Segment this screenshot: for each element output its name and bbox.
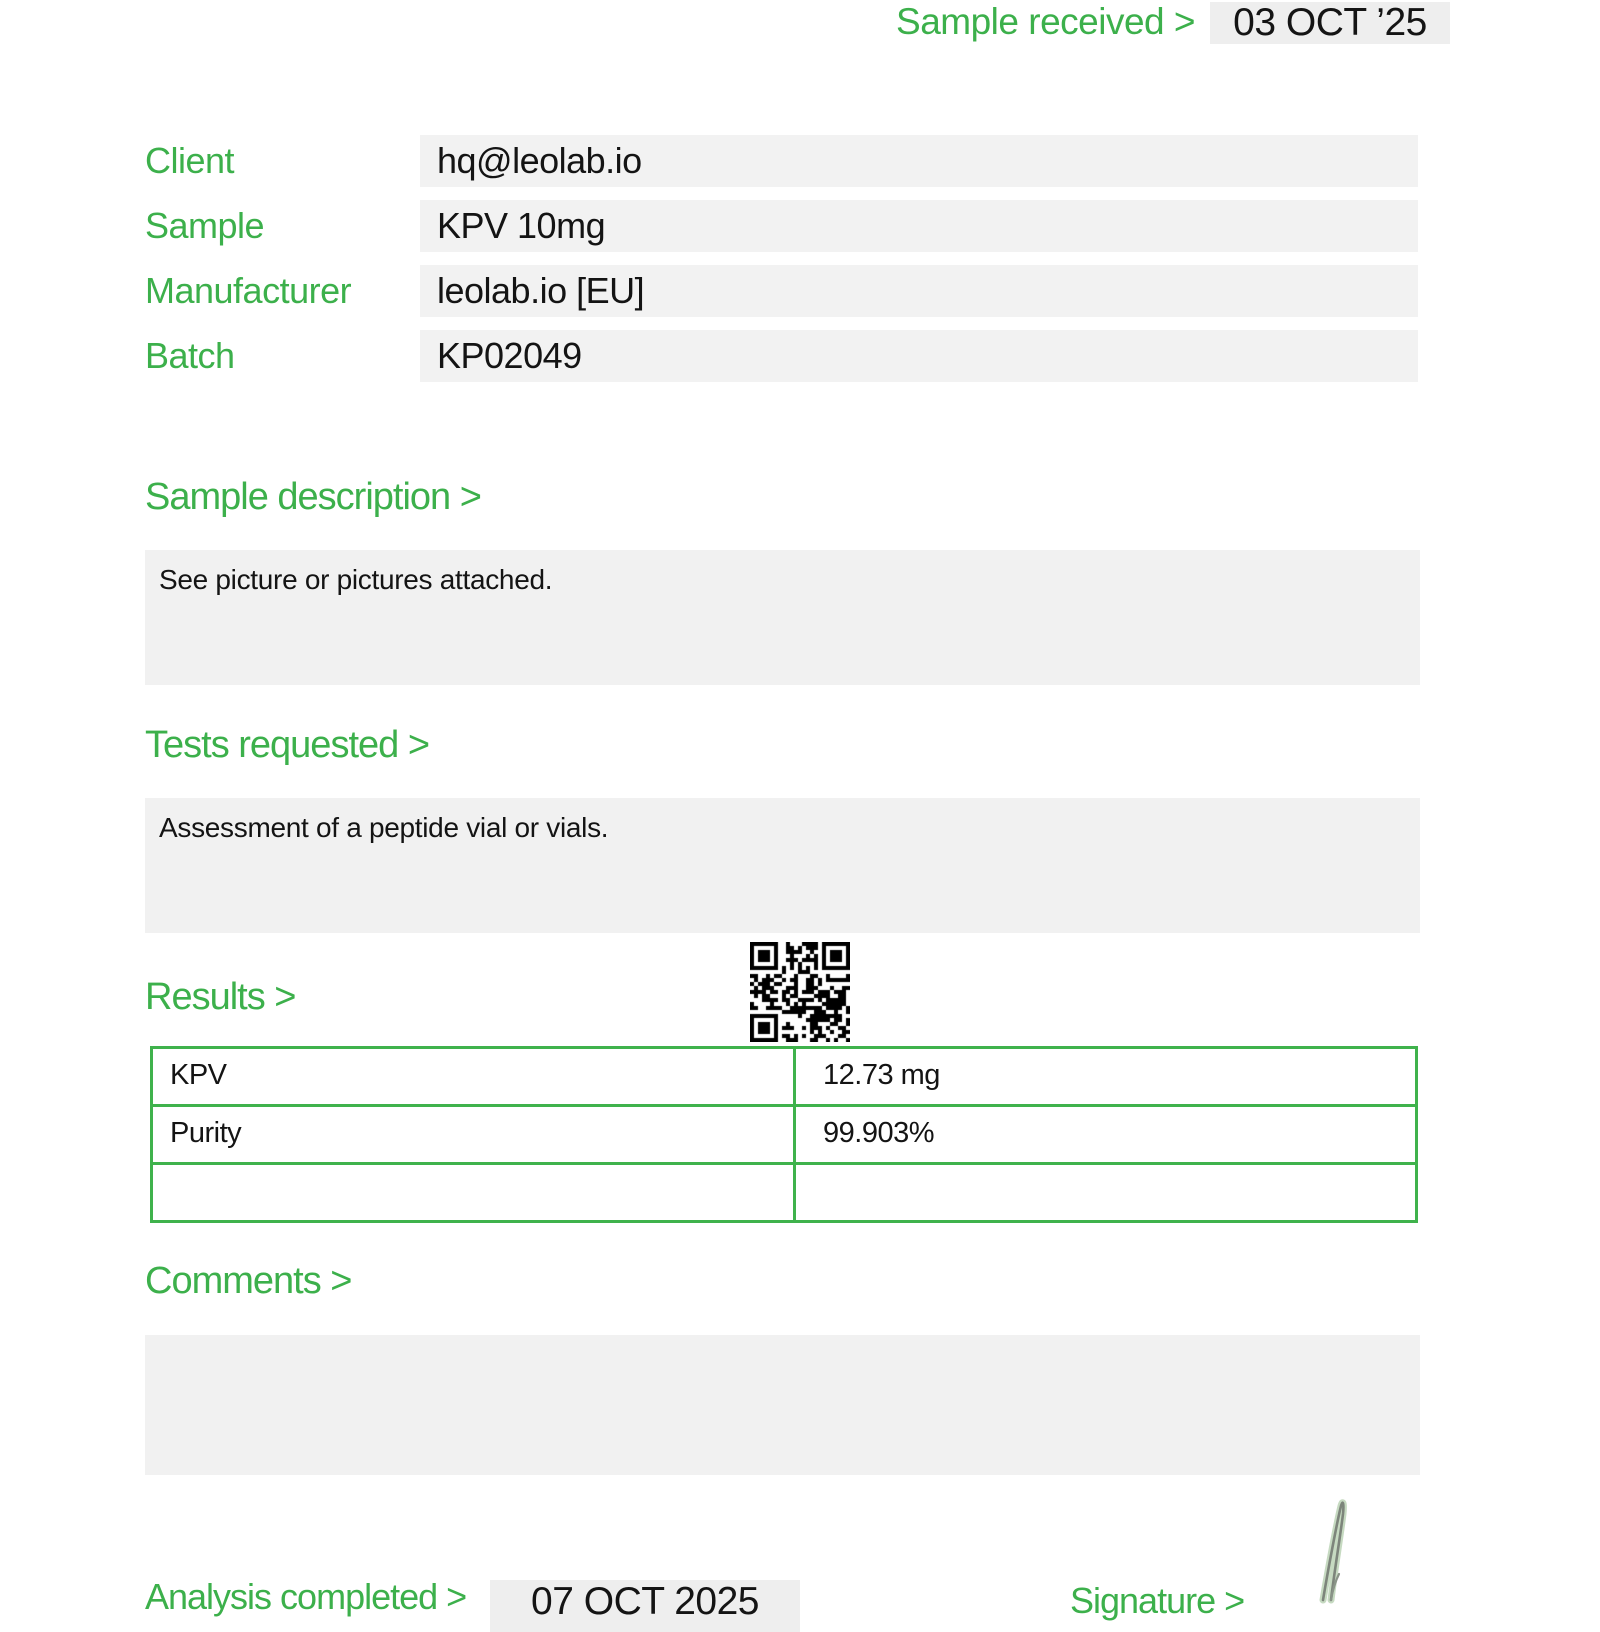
tests-requested-text: Assessment of a peptide vial or vials. <box>159 812 609 843</box>
tests-requested-box <box>145 798 1420 933</box>
section-heading-comments: Comments > <box>145 1260 352 1302</box>
results-table <box>150 1046 1418 1223</box>
field-value-text: hq@leolab.io <box>437 140 642 181</box>
field-label-sample: Sample <box>145 205 265 246</box>
results-table-row <box>153 1162 1415 1220</box>
comments-box <box>145 1335 1420 1475</box>
field-value-text: leolab.io [EU] <box>437 270 645 311</box>
results-table-row <box>153 1049 1415 1104</box>
sample-received-label: Sample received > <box>896 1 1195 42</box>
field-value-text: KPV 10mg <box>437 205 606 246</box>
section-heading-tests-requested: Tests requested > <box>145 724 430 766</box>
handwritten-signature <box>1240 1478 1400 1600</box>
field-value-manufacturer <box>420 265 1418 317</box>
analysis-completed-label: Analysis completed > <box>145 1576 467 1617</box>
sample-description-box <box>145 550 1420 685</box>
signature-label: Signature > <box>1070 1580 1245 1621</box>
result-value: 99.903% <box>823 1117 934 1149</box>
result-analyte <box>153 1165 796 1220</box>
field-value-client <box>420 135 1418 187</box>
sample-received-date: 03 OCT ’25 <box>1210 2 1450 44</box>
field-value-sample <box>420 200 1418 252</box>
analysis-completed-date: 07 OCT 2025 <box>490 1580 800 1632</box>
results-table-row <box>153 1104 1415 1162</box>
field-label-client: Client <box>145 140 235 181</box>
field-label-manufacturer: Manufacturer <box>145 270 352 311</box>
qr-code-icon <box>750 942 850 1042</box>
field-label-batch: Batch <box>145 335 235 376</box>
result-analyte: Purity <box>153 1107 796 1162</box>
section-heading-results: Results > <box>145 976 296 1018</box>
comments-text <box>145 1335 1420 1349</box>
sample-description-text: See picture or pictures attached. <box>159 564 553 595</box>
section-heading-sample-description: Sample description > <box>145 476 481 518</box>
result-value <box>796 1165 1415 1220</box>
result-analyte: KPV <box>153 1049 796 1104</box>
result-value: 12.73 mg <box>823 1059 940 1091</box>
field-value-batch <box>420 330 1418 382</box>
field-value-text: KP02049 <box>437 335 582 376</box>
